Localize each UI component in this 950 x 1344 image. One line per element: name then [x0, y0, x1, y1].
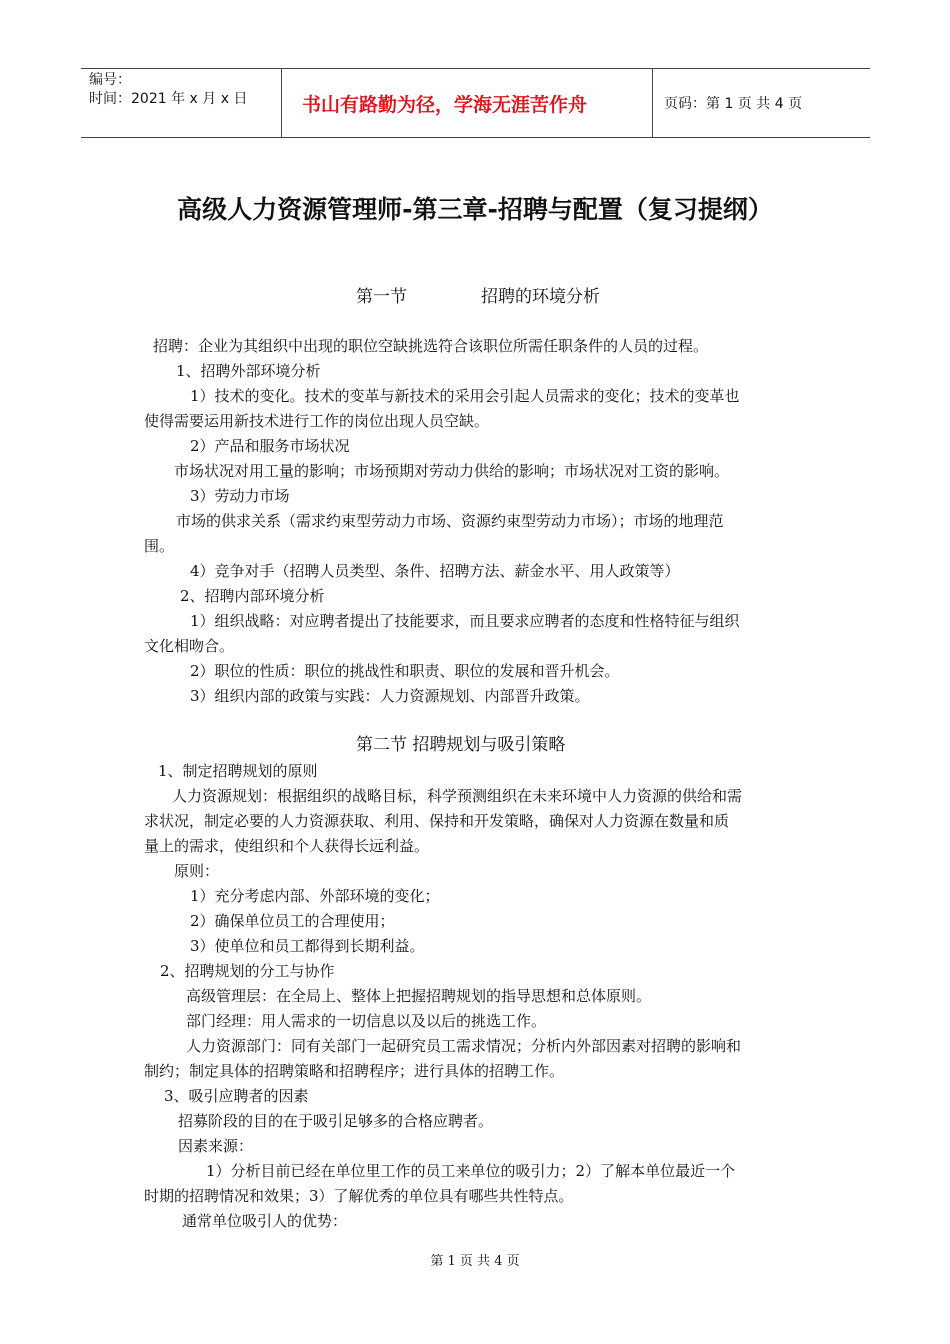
- paragraph-line: 使得需要运用新技术进行工作的岗位出现人员空缺。: [144, 412, 490, 430]
- list-item: 4）竞争对手（招聘人员类型、条件、招聘方法、薪金水平、用人政策等）: [190, 562, 680, 580]
- paragraph-line: 高级管理层：在全局上、整体上把握招聘规划的指导思想和总体原则。: [186, 987, 652, 1005]
- paragraph-line: 1）组织战略：对应聘者提出了技能要求，而且要求应聘者的态度和性格特征与组织: [190, 612, 740, 630]
- section-1-title: 招聘的环境分析: [481, 287, 600, 307]
- paragraph-line: 量上的需求，使组织和个人获得长远利益。: [144, 837, 430, 855]
- document-title: 高级人力资源管理师-第三章-招聘与配置（复习提纲）: [177, 195, 773, 224]
- paragraph-line: 部门经理：用人需求的一切信息以及以后的挑选工作。: [186, 1012, 547, 1030]
- paragraph-line: 文化相吻合。: [144, 637, 235, 655]
- list-item: 2）职位的性质：职位的挑战性和职责、职位的发展和晋升机会。: [190, 662, 620, 680]
- paragraph-line: 求状况，制定必要的人力资源获取、利用、保持和开发策略，确保对人力资源在数量和质: [144, 812, 730, 830]
- list-item: 3）劳动力市场: [190, 487, 290, 505]
- subheading: 2、招聘内部环境分析: [180, 587, 325, 605]
- page-header: [81, 68, 870, 138]
- list-item: 2）确保单位员工的合理使用；: [190, 912, 395, 930]
- paragraph-line: 制约；制定具体的招聘策略和招聘程序；进行具体的招聘工作。: [144, 1062, 565, 1080]
- subheading: 1、制定招聘规划的原则: [158, 762, 318, 780]
- paragraph-line: 原则：: [174, 862, 220, 880]
- header-page-number: 页码：第 1 页 共 4 页: [664, 96, 803, 112]
- paragraph-line: 时期的招聘情况和效果；3）了解优秀的单位具有哪些共性特点。: [144, 1187, 574, 1205]
- section-2-heading: 第二节 招聘规划与吸引策略: [356, 735, 566, 755]
- subheading: 1、招聘外部环境分析: [176, 362, 321, 380]
- number-label: 编号：: [89, 72, 131, 88]
- paragraph-line: 1）分析目前已经在单位里工作的员工来单位的吸引力；2）了解本单位最近一个: [206, 1162, 736, 1180]
- paragraph-line: 人力资源部门：同有关部门一起研究员工需求情况；分析内外部因素对招聘的影响和: [186, 1037, 742, 1055]
- paragraph-line: 招聘：企业为其组织中出现的职位空缺挑选符合该职位所需任职条件的人员的过程。: [153, 337, 709, 355]
- paragraph-line: 因素来源：: [178, 1137, 254, 1155]
- header-motto: 书山有路勤为径，学海无涯苦作舟: [281, 69, 653, 137]
- subheading: 3、吸引应聘者的因素: [164, 1087, 309, 1105]
- paragraph-line: 围。: [144, 537, 175, 555]
- paragraph-line: 市场状况对用工量的影响；市场预期对劳动力供给的影响；市场状况对工资的影响。: [174, 462, 730, 480]
- paragraph-line: 通常单位吸引人的优势：: [182, 1212, 348, 1230]
- paragraph-line: 招募阶段的目的在于吸引足够多的合格应聘者。: [178, 1112, 494, 1130]
- time-label: 时间：2021 年 x 月 x 日: [89, 91, 248, 107]
- list-item: 1）充分考虑内部、外部环境的变化；: [190, 887, 440, 905]
- header-meta: [81, 69, 281, 137]
- list-item: 3）组织内部的政策与实践：人力资源规划、内部晋升政策。: [190, 687, 590, 705]
- section-1-number: 第一节: [356, 287, 407, 307]
- paragraph-line: 人力资源规划：根据组织的战略目标，科学预测组织在未来环境中人力资源的供给和需: [172, 787, 743, 805]
- subheading: 2、招聘规划的分工与协作: [160, 962, 335, 980]
- section-1-heading: [356, 287, 600, 307]
- page-footer: 第 1 页 共 4 页: [430, 1254, 520, 1269]
- paragraph-line: 1）技术的变化。技术的变革与新技术的采用会引起人员需求的变化；技术的变革也: [190, 387, 740, 405]
- list-item: 3）使单位和员工都得到长期利益。: [190, 937, 425, 955]
- list-item: 2）产品和服务市场状况: [190, 437, 350, 455]
- paragraph-line: 市场的供求关系（需求约束型劳动力市场、资源约束型劳动力市场）；市场的地理范: [176, 512, 724, 530]
